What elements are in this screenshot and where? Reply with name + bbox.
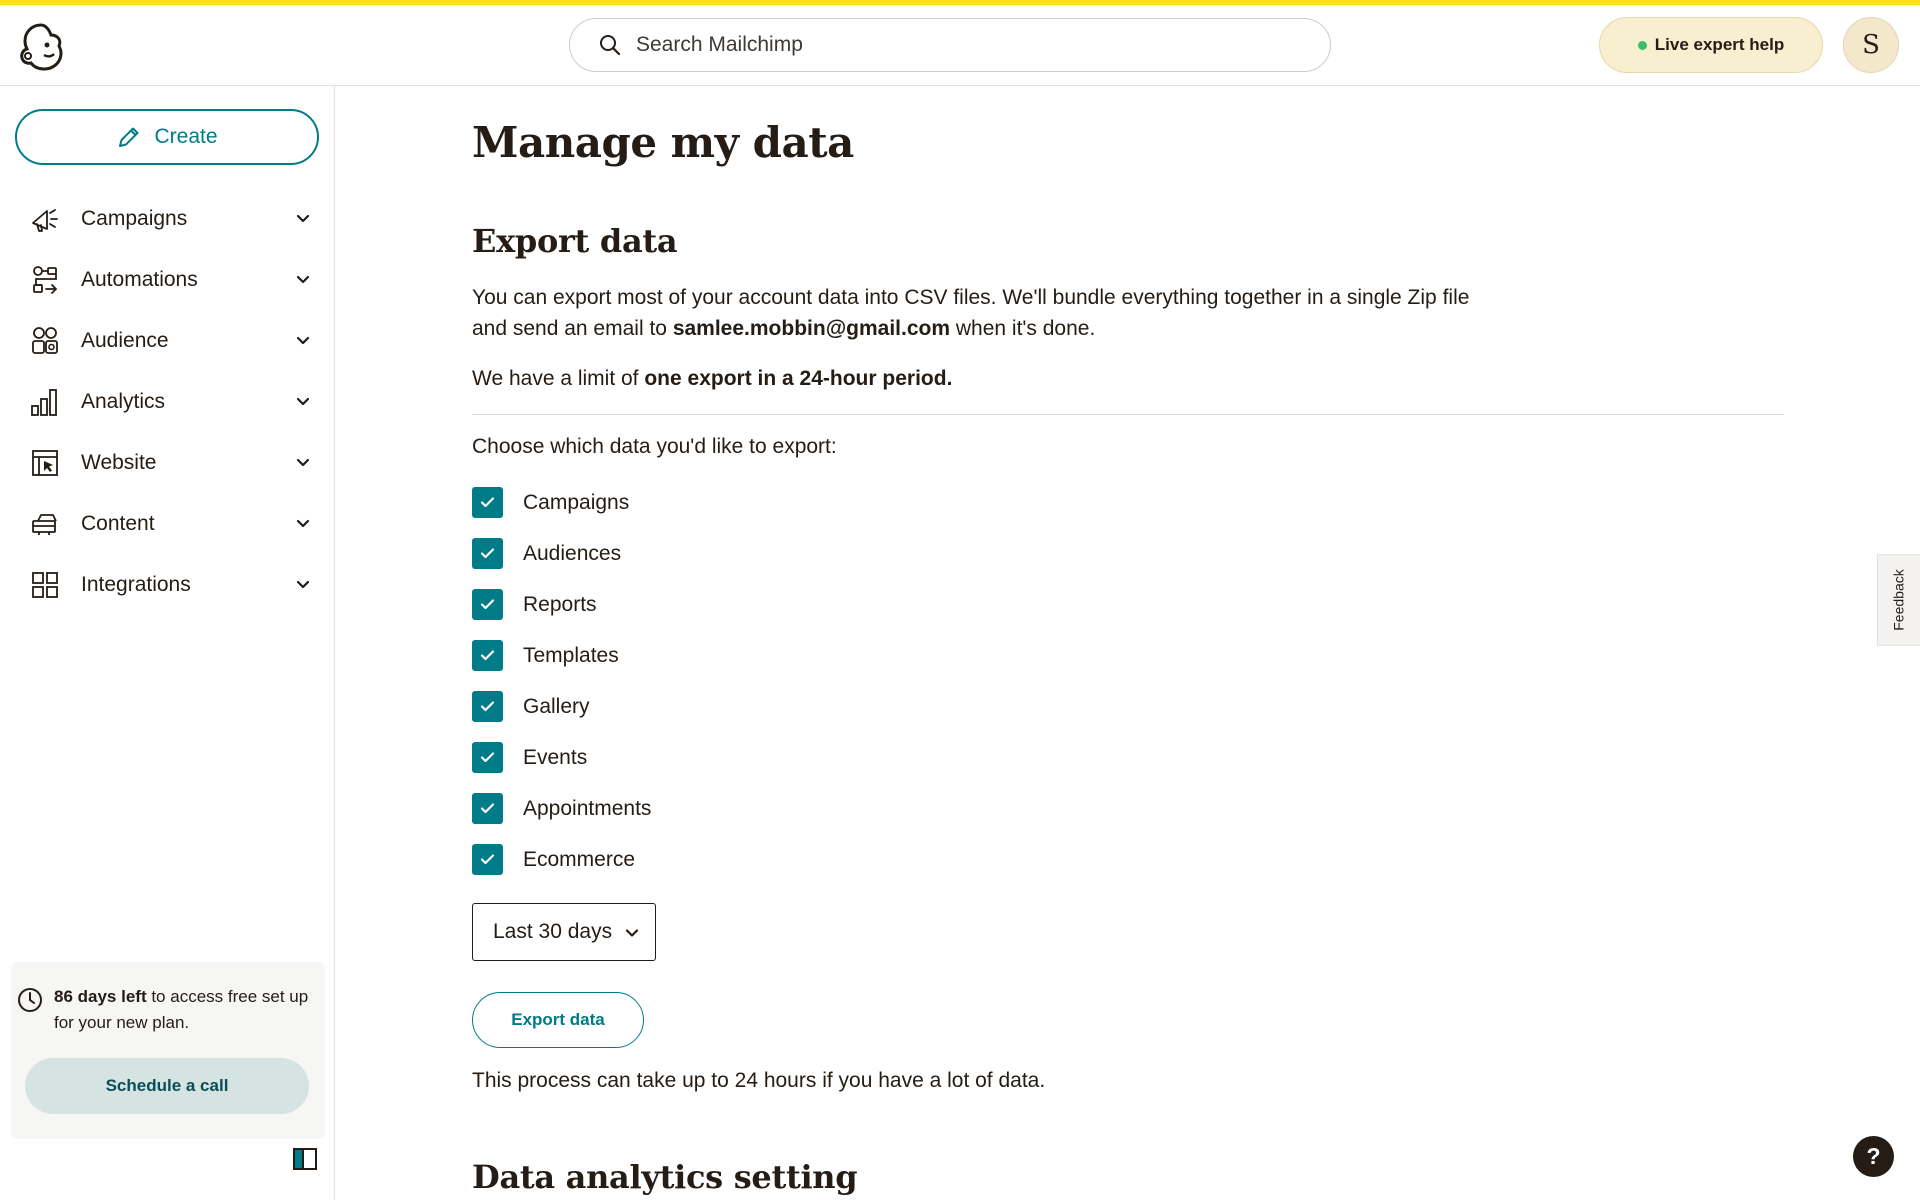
checkbox-label: Campaigns [523, 491, 630, 514]
megaphone-icon [30, 204, 60, 234]
create-button[interactable] [15, 109, 319, 165]
export-description-end: when it's done. [950, 317, 1096, 340]
page-title: Manage my data [472, 118, 854, 167]
checkmark-icon [478, 697, 497, 716]
sidebar-item-label: Content [81, 511, 155, 535]
pencil-icon [116, 124, 142, 150]
top-bar [0, 5, 1920, 86]
search-bar[interactable] [569, 18, 1331, 72]
promo-text [54, 984, 319, 1036]
sidebar [0, 86, 335, 1200]
checkmark-icon [478, 493, 497, 512]
export-duration-note: This process can take up to 24 hours if you have a lot of data. [472, 1069, 1046, 1092]
checkbox-checked[interactable] [472, 793, 503, 824]
sidebar-item-website[interactable] [0, 432, 335, 493]
checkbox-checked[interactable] [472, 538, 503, 569]
sidebar-item-label: Automations [81, 267, 198, 291]
data-analytics-heading: Data analytics setting [472, 1158, 858, 1196]
checkmark-icon [478, 544, 497, 563]
export-option-events[interactable] [472, 742, 651, 793]
export-description-start: You can export most of your account data into CSV files. We'll bundle everything together in a single Zip file and send an email to [472, 286, 1470, 340]
export-description [472, 282, 1472, 344]
live-expert-help-button[interactable] [1599, 17, 1823, 73]
sidebar-item-label: Integrations [81, 572, 191, 596]
mailchimp-logo-icon[interactable] [14, 19, 68, 73]
export-data-button[interactable]: Export data [472, 992, 644, 1048]
feedback-label: Feedback [1891, 569, 1908, 631]
days-left-count: 86 days left [54, 987, 147, 1006]
export-option-appointments[interactable] [472, 793, 651, 844]
grid-icon [30, 570, 60, 600]
export-option-templates[interactable] [472, 640, 651, 691]
checkbox-checked[interactable] [472, 844, 503, 875]
export-option-reports[interactable] [472, 589, 651, 640]
main-nav [0, 188, 335, 615]
checkbox-label: Ecommerce [523, 848, 636, 871]
checkbox-label: Templates [523, 644, 619, 667]
sidebar-item-label: Audience [81, 328, 169, 352]
content-icon [30, 509, 60, 539]
checkbox-checked[interactable] [472, 589, 503, 620]
avatar[interactable] [1843, 17, 1899, 73]
help-button[interactable] [1853, 1136, 1894, 1177]
checkmark-icon [478, 646, 497, 665]
online-status-dot [1638, 41, 1647, 50]
audience-icon [30, 326, 60, 356]
sidebar-item-automations[interactable] [0, 249, 335, 310]
export-limit-text [472, 363, 1472, 394]
feedback-tab[interactable] [1877, 554, 1920, 646]
checkbox-label: Reports [523, 593, 597, 616]
account-email: samlee.mobbin@gmail.com [672, 317, 951, 340]
bar-chart-icon [30, 387, 60, 417]
sidebar-item-label: Website [81, 450, 157, 474]
checkbox-label: Gallery [523, 695, 590, 718]
chevron-down-icon[interactable] [295, 515, 311, 531]
setup-promo-card [11, 962, 325, 1139]
automation-flow-icon [30, 265, 60, 295]
checkbox-checked[interactable] [472, 487, 503, 518]
checkmark-icon [478, 748, 497, 767]
website-icon [30, 448, 60, 478]
export-options-list [472, 487, 651, 895]
chevron-down-icon[interactable] [295, 454, 311, 470]
export-option-audiences[interactable] [472, 538, 651, 589]
export-option-campaigns[interactable] [472, 487, 651, 538]
chevron-down-icon[interactable] [295, 210, 311, 226]
sidebar-item-label: Campaigns [81, 206, 188, 230]
checkbox-label: Appointments [523, 797, 652, 820]
chevron-down-icon[interactable] [295, 271, 311, 287]
search-icon [598, 33, 622, 57]
export-limit-start: We have a limit of [472, 367, 645, 390]
export-data-heading: Export data [472, 222, 678, 260]
sidebar-item-analytics[interactable] [0, 371, 335, 432]
collapse-sidebar-icon[interactable] [293, 1148, 317, 1170]
date-range-value: Last 30 days [493, 920, 613, 943]
sidebar-item-content[interactable] [0, 493, 335, 554]
choose-data-label: Choose which data you'd like to export: [472, 435, 837, 458]
checkmark-icon [478, 799, 497, 818]
create-label: Create [154, 125, 218, 148]
live-expert-help-label: Live expert help [1654, 35, 1785, 54]
checkbox-checked[interactable] [472, 742, 503, 773]
sidebar-item-campaigns[interactable] [0, 188, 335, 249]
sidebar-item-label: Analytics [81, 389, 166, 413]
checkmark-icon [478, 595, 497, 614]
section-divider [472, 414, 1784, 415]
checkbox-checked[interactable] [472, 640, 503, 671]
sidebar-item-integrations[interactable] [0, 554, 335, 615]
chevron-down-icon[interactable] [295, 332, 311, 348]
search-input[interactable] [636, 33, 1236, 57]
help-question-icon: ? [1866, 1143, 1881, 1169]
checkbox-label: Events [523, 746, 588, 769]
date-range-select[interactable] [472, 903, 656, 961]
promo-message: to access free set up for your new plan. [54, 987, 309, 1032]
checkmark-icon [478, 850, 497, 869]
clock-icon [17, 987, 43, 1013]
avatar-initial: S [1862, 30, 1880, 60]
schedule-call-button[interactable]: Schedule a call [25, 1058, 309, 1114]
chevron-down-icon[interactable] [295, 393, 311, 409]
checkbox-label: Audiences [523, 542, 622, 565]
checkbox-checked[interactable] [472, 691, 503, 722]
export-limit-bold: one export in a 24-hour period. [644, 367, 953, 390]
chevron-down-icon[interactable] [295, 576, 311, 592]
chevron-down-icon [625, 926, 639, 940]
export-option-gallery[interactable] [472, 691, 651, 742]
sidebar-item-audience[interactable] [0, 310, 335, 371]
export-option-ecommerce[interactable] [472, 844, 651, 895]
